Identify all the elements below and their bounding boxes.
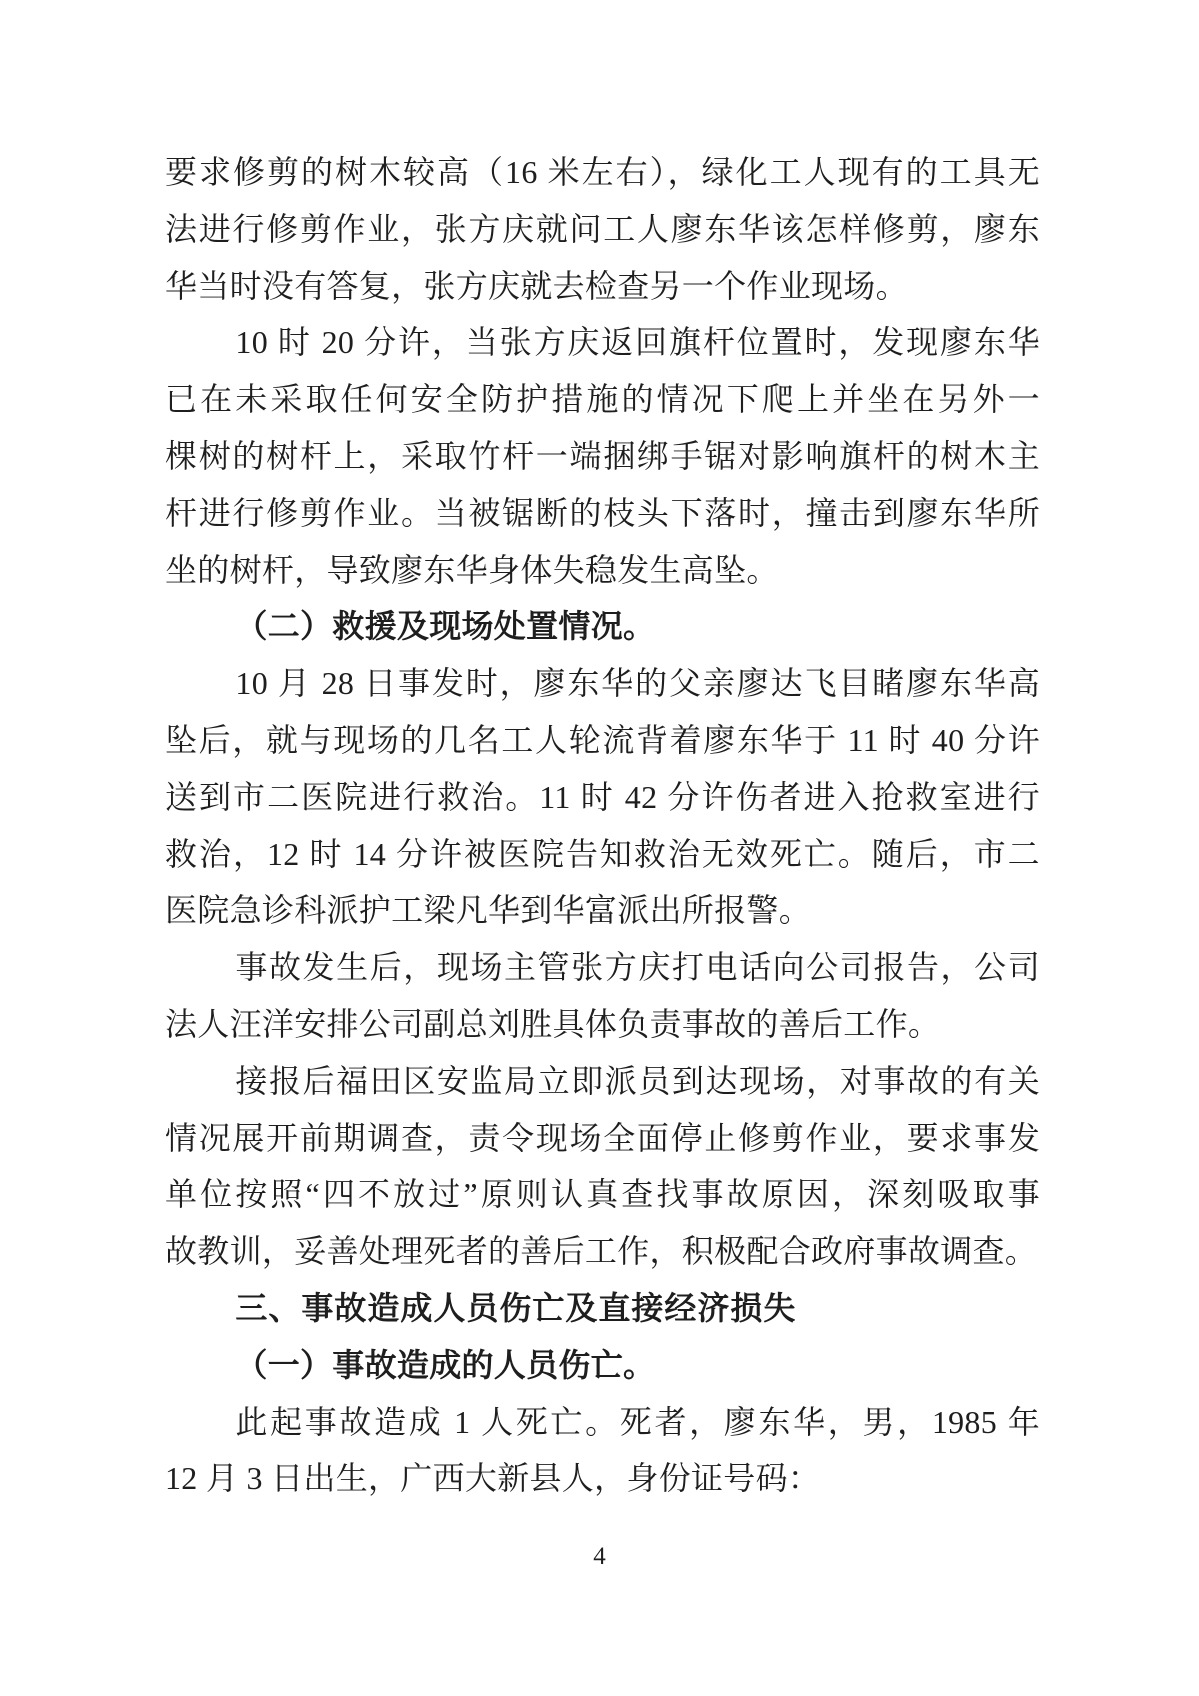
report-text-line: 医院急诊科派护工梁凡华到华富派出所报警。: [165, 892, 812, 929]
report-text-line: 情况展开前期调查，责令现场全面停止修剪作业，要求事发: [165, 1119, 1040, 1156]
report-text-line: 10 时 20 分许，当张方庆返回旗杆位置时，发现廖东华: [235, 324, 1040, 361]
report-text-line: 救治，12 时 14 分许被医院告知救治无效死亡。随后，市二: [165, 835, 1040, 872]
report-text-line: 法进行修剪作业，张方庆就问工人廖东华该怎样修剪，廖东: [165, 210, 1040, 247]
report-text-line: 单位按照“四不放过”原则认真查找事故原因，深刻吸取事: [165, 1176, 1040, 1213]
report-text-line: 事故发生后，现场主管张方庆打电话向公司报告，公司: [235, 949, 1040, 986]
heading-casualties: （一）事故造成的人员伤亡。: [235, 1346, 656, 1383]
report-text-line: 杆进行修剪作业。当被锯断的枝头下落时，撞击到廖东华所: [165, 494, 1040, 531]
report-text-line: 要求修剪的树木较高（16 米左右），绿化工人现有的工具无: [165, 154, 1040, 190]
heading-rescue-disposal: （二）救援及现场处置情况。: [235, 608, 656, 645]
report-text-line: 12 月 3 日出生，广西大新县人，身份证号码：: [165, 1460, 821, 1497]
page-number: 4: [593, 1543, 606, 1570]
report-text-line: 坠后，就与现场的几名工人轮流背着廖东华于 11 时 40 分许: [165, 721, 1040, 758]
report-text-line: 法人汪洋安排公司副总刘胜具体负责事故的善后工作。: [165, 1005, 941, 1042]
report-text-line: 棵树的树杆上，采取竹杆一端捆绑手锯对影响旗杆的树木主: [165, 437, 1040, 474]
report-text-line: 10 月 28 日事发时，廖东华的父亲廖达飞目睹廖东华高: [235, 665, 1040, 702]
report-text-line: 坐的树杆，导致廖东华身体失稳发生高坠。: [165, 551, 779, 588]
document-body: [165, 144, 1040, 1507]
report-text-line: 华当时没有答复，张方庆就去检查另一个作业现场。: [165, 267, 908, 304]
report-text-line: 接报后福田区安监局立即派员到达现场，对事故的有关: [235, 1062, 1040, 1099]
report-text-line: 送到市二医院进行救治。11 时 42 分许伤者进入抢救室进行: [165, 778, 1040, 815]
report-text-line: 已在未采取任何安全防护措施的情况下爬上并坐在另外一: [165, 381, 1040, 418]
heading-chapter-casualties-losses: 三、事故造成人员伤亡及直接经济损失: [235, 1289, 797, 1326]
report-text-line: 此起事故造成 1 人死亡。死者，廖东华，男，1985 年: [235, 1403, 1040, 1440]
report-text-line: 故教训，妥善处理死者的善后工作，积极配合政府事故调查。: [165, 1233, 1038, 1270]
